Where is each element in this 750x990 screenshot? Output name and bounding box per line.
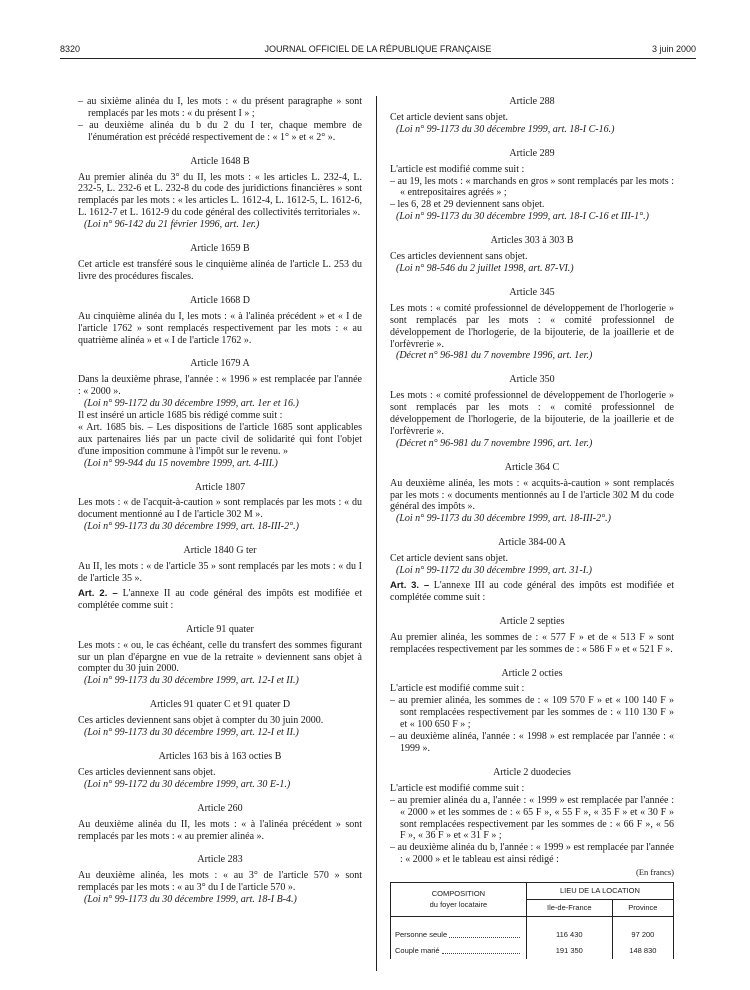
citation: (Loi n° 99-1172 du 30 décembre 1999, art. 1er et 16.) [84, 398, 299, 410]
table-row [391, 916, 674, 942]
table-header-text: du foyer locataire [429, 900, 488, 910]
cell-idf: 116 430 [526, 916, 612, 942]
citation: (Loi n° 99-1173 du 30 décembre 1999, art. 18-III-2°.) [396, 513, 611, 525]
article-title: Article 2 octies [501, 667, 563, 679]
citation: (Loi n° 96-142 du 21 février 1996, art. 1er.) [84, 219, 260, 231]
table-header-lieu: LIEU DE LA LOCATION [526, 883, 673, 900]
citation: (Décret n° 96-981 du 7 novembre 1996, art. 1er.) [396, 350, 593, 362]
article-title: Article 350 [509, 374, 555, 386]
article-text: Ces articles deviennent sans objet à compter du 30 juin 2000. [78, 715, 324, 727]
citation: (Loi n° 99-1173 du 30 décembre 1999, art. 18-III-2°.) [84, 521, 299, 533]
journal-title: JOURNAL OFFICIEL DE LA RÉPUBLIQUE FRANÇAISE [264, 44, 492, 54]
article-text: Cet article devient sans objet. [390, 111, 509, 123]
article-title: Articles 163 bis à 163 octies B [158, 750, 282, 762]
main-article-label: Art. 2. – [78, 587, 118, 599]
table-header-idf: Ile-de-France [526, 899, 612, 916]
article-text: Cet article est transféré sous le cinquième alinéa de l'article L. 253 du livre des procédures fiscales. [78, 258, 362, 282]
article-text: Au deuxième alinéa du II, les mots : « à l'alinéa précédent » sont remplacés par les mots : « au premier alinéa ». [78, 818, 362, 842]
article-title: Article 288 [509, 96, 555, 107]
citation: (Loi n° 98-546 du 2 juillet 1998, art. 87-VI.) [396, 262, 574, 274]
left-column [78, 96, 362, 906]
article-title: Article 1648 B [190, 155, 250, 167]
article-text: Ces articles deviennent sans objet. [390, 251, 528, 263]
row-label: Personne seule [395, 929, 448, 939]
main-article [78, 588, 362, 612]
article-text: L'article est modifié comme suit : [390, 163, 525, 175]
article-text: Au II, les mots : « de l'article 35 » sont remplacés par les mots : « du I de l'article 35 ». [78, 561, 362, 584]
article-title: Articles 303 à 303 B [490, 235, 574, 247]
cell-province: 97 200 [612, 916, 673, 942]
article-text: Au deuxième alinéa, les mots : « acquits-à-caution » sont remplacés par les mots : « documents mentionnés au I de l'article 302 M du code général des impôts ». [390, 477, 674, 513]
article-title: Article 2 duodecies [493, 766, 571, 778]
citation: (Loi n° 99-1173 du 30 décembre 1999, art. 12-I et II.) [84, 675, 299, 687]
article-title: Article 384-00 A [498, 537, 566, 549]
cell-idf: 191 350 [526, 943, 612, 959]
main-article-text: L'annexe II au code général des impôts est modifiée et complétée comme suit : [78, 587, 362, 611]
article-text: Les mots : « ou, le cas échéant, celle du transfert des sommes figurant sur un plan d'épargne en vue de la retraite » deviennent sans objet à compter du 30 juin 2000. [78, 639, 362, 675]
citation: (Loi n° 99-1173 du 30 décembre 1999, art. 18-I C-16.) [396, 123, 615, 135]
unit-note: (En francs) [636, 867, 674, 878]
citation: (Décret n° 96-981 du 7 novembre 1996, art. 1er.) [396, 437, 593, 449]
page-header [60, 44, 696, 58]
article-title: Article 1840 G ter [183, 545, 257, 557]
list-item: – au premier alinéa du a, l'année : « 1999 » est remplacée par l'année : « 2000 » et les sommes de : « 65 F », « 55 F », « 35 F » et « 30 F » sont remplacées respectivement par les sommes de : « 66 F », « 56 F », « 36 F » et « 31 F » ; [390, 794, 674, 842]
intro-item: – au deuxième alinéa du b du 2 du I ter, chaque membre de l'énumération est précédé respectivement de : « 1° » et « 2° ». [78, 119, 362, 143]
article-text: Il est inséré un article 1685 bis rédigé comme suit : [78, 410, 283, 422]
citation: (Loi n° 99-1173 du 30 décembre 1999, art. 18-I C-16 et III-1°.) [396, 211, 649, 223]
header-rule [60, 58, 696, 59]
citation: (Loi n° 99-944 du 15 novembre 1999, art. 4-III.) [84, 457, 278, 469]
cell-province: 148 830 [612, 943, 673, 959]
article-title: Article 1807 [194, 481, 246, 493]
main-article-text: L'annexe III au code général des impôts est modifiée et complétée comme suit : [390, 580, 674, 603]
list-item: – au 19, les mots : « marchands en gros » sont remplacés par les mots : « entrepositaires agréés » ; [390, 175, 674, 199]
article-title: Article 289 [509, 147, 555, 159]
article-text: Les mots : « comité professionnel de développement de l'horlogerie » sont remplacés par les mots : « comité professionnel de développement de l'horlogerie, de la bijouterie, de la joaillerie et de l'orfèvrerie ». [390, 390, 674, 437]
income-table [390, 882, 674, 959]
right-column [390, 96, 674, 959]
issue-date: 3 juin 2000 [651, 44, 696, 54]
article-text: « Art. 1685 bis. – Les dispositions de l'article 1685 sont applicables aux partenaires liés par un pacte civil de solidarité qui font l'objet d'une imposition commune à l'impôt sur le revenu. » [78, 421, 362, 457]
table-header-text: COMPOSITION [431, 888, 486, 898]
article-text: Les mots : « comité professionnel de développement de l'horlogerie » sont remplacés par les mots : « comité professionnel de développement de l'horlogerie, de la bijouterie, de la joaillerie et de l'orfèvrerie ». [390, 302, 674, 350]
list-item: – au deuxième alinéa du b, l'année : « 1999 » est remplacée par l'année : « 2000 » et le tableau est ainsi rédigé : [390, 842, 674, 866]
list-item: – les 6, 28 et 29 deviennent sans objet. [390, 199, 545, 211]
article-title: Article 345 [509, 286, 555, 298]
article-title: Article 1679 A [190, 358, 250, 370]
row-label: Couple marié [395, 945, 440, 955]
intro-item: – au sixième alinéa du I, les mots : « du présent paragraphe » sont remplacés par les mots : « du présent I » ; [78, 96, 362, 119]
article-text: Cet article devient sans objet. [390, 553, 509, 565]
citation: (Loi n° 99-1173 du 30 décembre 1999, art. 18-I B-4.) [84, 894, 297, 906]
article-title: Article 364 C [504, 461, 560, 473]
citation: (Loi n° 99-1172 du 30 décembre 1999, art. 30 E-1.) [84, 778, 291, 790]
article-text: Au premier alinéa du 3° du II, les mots : « les articles L. 232-4, L. 232-5, L. 232-6 et L. 232-8 du code des juridictions financières » sont remplacés par les mots : « les articles L. 1612-4, L. 1612-5, L. 1612-6, L. 1612-7 et L. 1612-9 du code général des collectivités territoriales ». [78, 171, 362, 219]
article-text: L'article est modifié comme suit : [390, 683, 525, 695]
article-text: Dans la deuxième phrase, l'année : « 1996 » est remplacée par l'année : « 2000 ». [78, 374, 362, 398]
column-divider [376, 96, 377, 971]
table-header-province: Province [612, 899, 673, 916]
article-title: Article 260 [197, 802, 243, 814]
list-item: – au deuxième alinéa, l'année : « 1998 » est remplacée par l'année : « 1999 ». [390, 731, 674, 754]
citation: (Loi n° 99-1172 du 30 décembre 1999, art. 31-I.) [396, 565, 592, 577]
list-item: – au premier alinéa, les sommes de : « 109 570 F » et « 100 140 F » sont remplacées respectivement par les sommes de : « 110 130 F » et « 100 650 F » ; [390, 695, 674, 731]
page-number: 8320 [60, 44, 81, 54]
article-title: Articles 91 quater C et 91 quater D [149, 699, 291, 711]
main-article-label: Art. 3. – [390, 580, 430, 591]
article-text: Les mots : « de l'acquit-à-caution » sont remplacés par les mots : « du document mentionné au I de l'article 302 M ». [78, 497, 362, 521]
article-title: Article 1659 B [190, 243, 250, 255]
table-row [391, 943, 674, 959]
article-title: Article 91 quater [186, 623, 254, 635]
article-text: Ces articles deviennent sans objet. [78, 766, 216, 778]
article-text: Au premier alinéa, les sommes de : « 577 F » et de « 513 F » sont remplacées respectivement par les sommes de : « 586 F » et « 521 F ». [390, 631, 674, 655]
main-article [390, 580, 674, 604]
article-text: Au deuxième alinéa, les mots : « au 3° de l'article 570 » sont remplacés par les mots : « au 3° du I de l'article 570 ». [78, 870, 362, 894]
citation: (Loi n° 99-1173 du 30 décembre 1999, art. 12-I et II.) [84, 727, 299, 739]
article-title: Article 283 [197, 854, 243, 866]
article-title: Article 2 septies [499, 615, 565, 627]
table-header-composition [391, 883, 527, 917]
article-text: L'article est modifié comme suit : [390, 782, 525, 794]
article-title: Article 1668 D [190, 294, 250, 306]
article-text: Au cinquième alinéa du I, les mots : « à l'alinéa précédent » et « I de l'article 1762 » sont remplacés respectivement par les mots : « au quatrième alinéa » et « I de l'article 1762 ». [78, 310, 362, 346]
